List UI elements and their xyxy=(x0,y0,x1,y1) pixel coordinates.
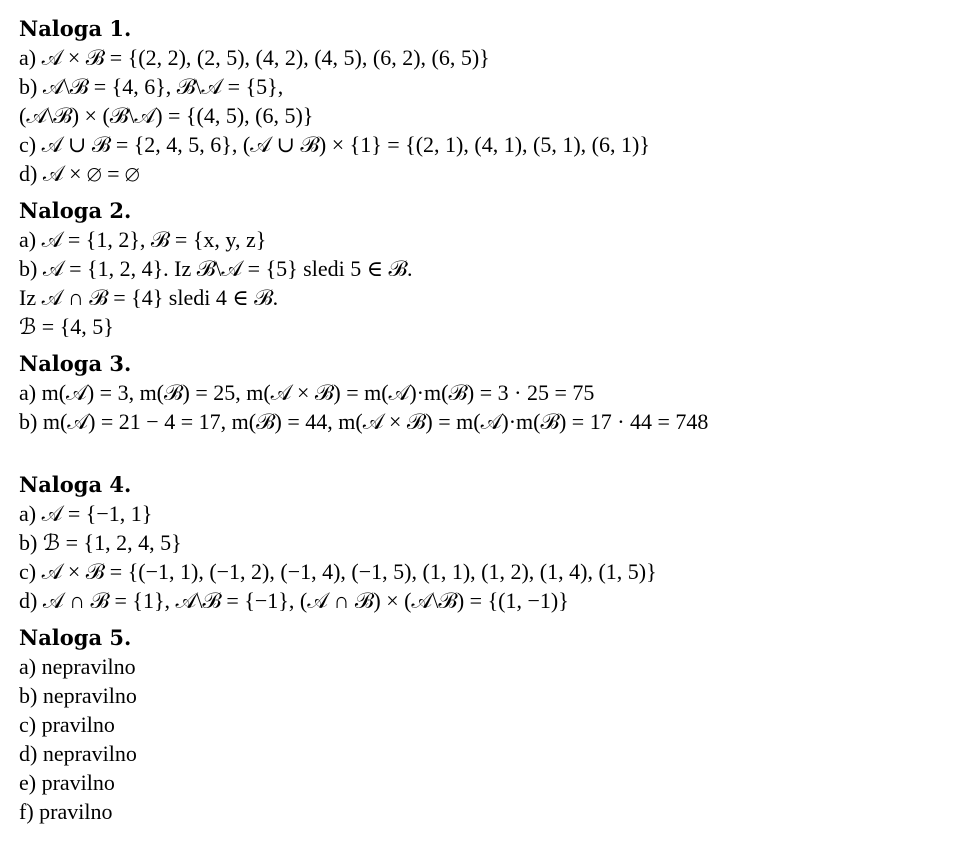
answer-line: d) nepravilno xyxy=(19,741,137,766)
answer-line: b) ℬ = {1, 2, 4, 5} xyxy=(19,530,182,555)
task-1 xyxy=(19,14,949,188)
task-title: Naloga 3. xyxy=(19,351,132,376)
task-title: Naloga 1. xyxy=(19,16,132,41)
answer-line: b) nepravilno xyxy=(19,683,137,708)
section-spacer xyxy=(19,188,949,196)
answer-line: d) 𝒜 ∩ ℬ = {1}, 𝒜\ℬ = {−1}, (𝒜 ∩ ℬ) × (𝒜\ℬ) = {(1, −1)} xyxy=(19,588,569,613)
answer-line: d) 𝒜 × ∅ = ∅ xyxy=(19,161,140,186)
task-title: Naloga 2. xyxy=(19,198,132,223)
task-3 xyxy=(19,349,949,436)
task-title: Naloga 5. xyxy=(19,625,132,650)
answer-line: Iz 𝒜 ∩ ℬ = {4} sledi 4 ∈ ℬ. xyxy=(19,285,279,310)
answer-line: ℬ = {4, 5} xyxy=(19,314,114,339)
section-spacer xyxy=(19,436,949,470)
task-title: Naloga 4. xyxy=(19,472,132,497)
answer-line: a) m(𝒜) = 3, m(ℬ) = 25, m(𝒜 × ℬ) = m(𝒜)·m(ℬ) = 3 · 25 = 75 xyxy=(19,380,595,405)
answer-line: a) 𝒜 = {1, 2}, ℬ = {x, y, z} xyxy=(19,227,267,252)
task-4 xyxy=(19,470,949,615)
task-2 xyxy=(19,196,949,341)
section-spacer xyxy=(19,341,949,349)
answer-line: c) 𝒜 × ℬ = {(−1, 1), (−1, 2), (−1, 4), (−1, 5), (1, 1), (1, 2), (1, 4), (1, 5)} xyxy=(19,559,657,584)
answer-line: a) nepravilno xyxy=(19,654,136,679)
task-5 xyxy=(19,623,949,826)
answer-line: a) 𝒜 = {−1, 1} xyxy=(19,501,153,526)
answer-line: a) 𝒜 × ℬ = {(2, 2), (2, 5), (4, 2), (4, 5), (6, 2), (6, 5)} xyxy=(19,45,490,70)
answer-line: b) 𝒜\ℬ = {4, 6}, ℬ\𝒜 = {5}, xyxy=(19,74,284,99)
answer-line: b) m(𝒜) = 21 − 4 = 17, m(ℬ) = 44, m(𝒜 × ℬ) = m(𝒜)·m(ℬ) = 17 · 44 = 748 xyxy=(19,409,709,434)
answer-line: c) 𝒜 ∪ ℬ = {2, 4, 5, 6}, (𝒜 ∪ ℬ) × {1} = {(2, 1), (4, 1), (5, 1), (6, 1)} xyxy=(19,132,650,157)
answer-line: c) pravilno xyxy=(19,712,115,737)
section-spacer xyxy=(19,615,949,623)
answer-line: f) pravilno xyxy=(19,799,113,824)
answer-line: e) pravilno xyxy=(19,770,115,795)
solutions-document xyxy=(19,14,949,826)
answer-line: (𝒜\ℬ) × (ℬ\𝒜) = {(4, 5), (6, 5)} xyxy=(19,103,314,128)
answer-line: b) 𝒜 = {1, 2, 4}. Iz ℬ\𝒜 = {5} sledi 5 ∈ ℬ. xyxy=(19,256,413,281)
